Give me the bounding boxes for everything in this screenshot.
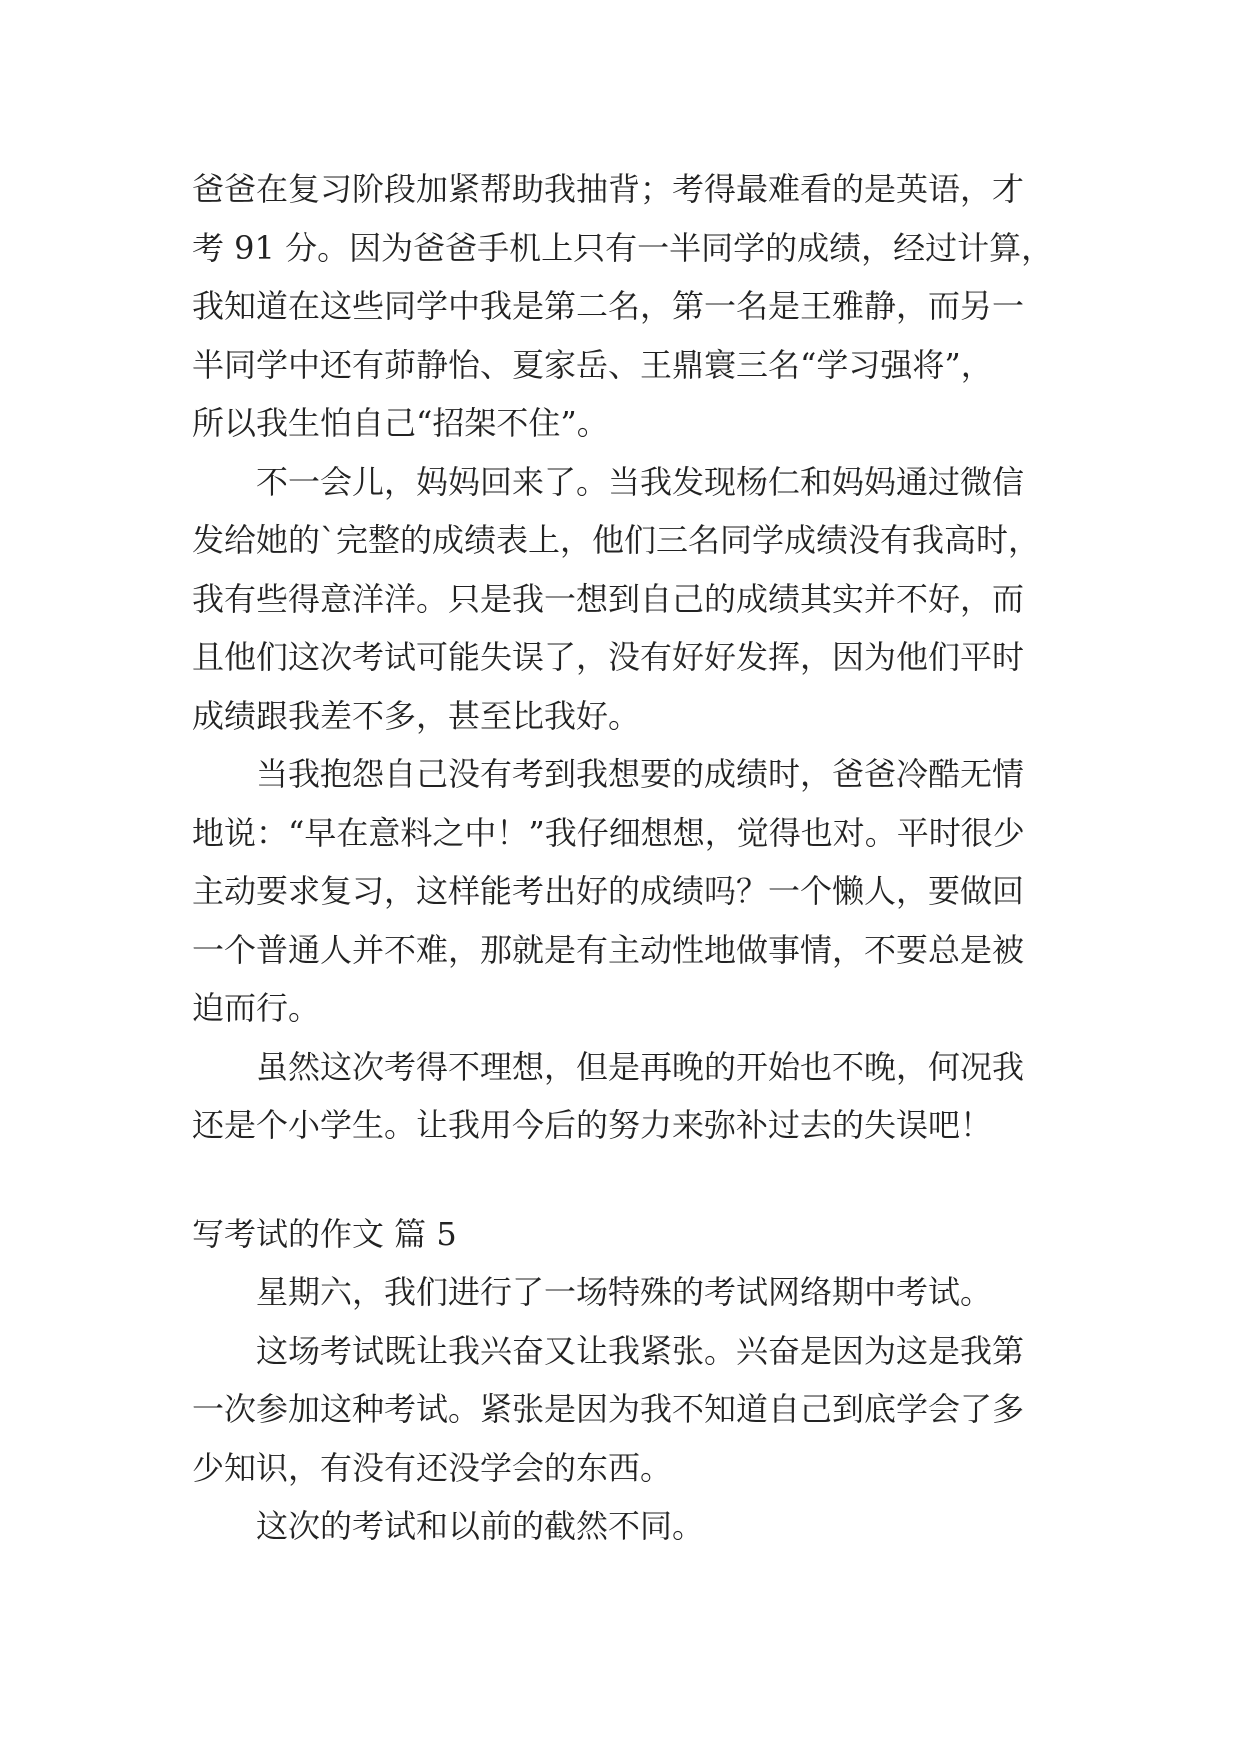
text-line: 且他们这次考试可能失误了，没有好好发挥，因为他们平时 [192, 638, 1025, 676]
text-line: 这场考试既让我兴奋又让我紧张。兴奋是因为这是我第 [256, 1331, 1025, 1370]
text-line: 成绩跟我差不多，甚至比我好。 [192, 696, 641, 735]
text-line: 一个普通人并不难，那就是有主动性地做事情，不要总是被 [192, 930, 1025, 969]
text-line: 不一会儿，妈妈回来了。当我发现杨仁和妈妈通过微信 [256, 462, 1025, 501]
text-line: 我知道在这些同学中我是第二名，第一名是王雅静，而另一 [192, 287, 1025, 325]
document-body [192, 160, 1067, 1556]
text-line: 发给她的`完整的成绩表上，他们三名同学成绩没有我高时， [192, 521, 1041, 559]
text-line: 所以我生怕自己“招架不住”。 [192, 404, 609, 442]
text-line: 星期六，我们进行了一场特殊的考试网络期中考试。 [256, 1273, 993, 1311]
paragraph-7 [192, 1497, 1067, 1556]
text-line: 我有些得意洋洋。只是我一想到自己的成绩其实并不好，而 [192, 579, 1025, 618]
text-line: 少知识，有没有还没学会的东西。 [192, 1448, 673, 1487]
text-line: 考 91 分。因为爸爸手机上只有一半同学的成绩，经过计算， [192, 228, 1054, 267]
paragraph-4 [192, 1038, 1067, 1155]
text-line: 主动要求复习，这样能考出好的成绩吗？一个懒人，要做回 [192, 872, 1025, 910]
text-line: 当我抱怨自己没有考到我想要的成绩时，爸爸冷酷无情 [256, 755, 1025, 793]
text-line: 还是个小学生。让我用今后的努力来弥补过去的失误吧！ [192, 1106, 993, 1144]
text-line: 地说：“早在意料之中！”我仔细想想，觉得也对。平时很少 [192, 813, 1025, 852]
text-line: 这次的考试和以前的截然不同。 [256, 1507, 705, 1545]
text-line: 半同学中还有茆静怡、夏家岳、王鼎寰三名“学习强将”， [192, 345, 993, 384]
text-line: 爸爸在复习阶段加紧帮助我抽背；考得最难看的是英语，才 [192, 170, 1025, 208]
text-line: 一次参加这种考试。紧张是因为我不知道自己到底学会了多 [192, 1390, 1025, 1428]
section-gap [192, 1155, 1067, 1205]
text-line: 虽然这次考得不理想，但是再晚的开始也不晚，何况我 [256, 1047, 1025, 1086]
paragraph-2 [192, 453, 1067, 746]
paragraph-3 [192, 745, 1067, 1038]
paragraph-5 [192, 1263, 1067, 1322]
paragraph-1 [192, 160, 1067, 453]
paragraph-6 [192, 1322, 1067, 1498]
text-line: 迫而行。 [192, 989, 321, 1027]
section-heading: 写考试的作文 篇 5 [192, 1214, 457, 1253]
